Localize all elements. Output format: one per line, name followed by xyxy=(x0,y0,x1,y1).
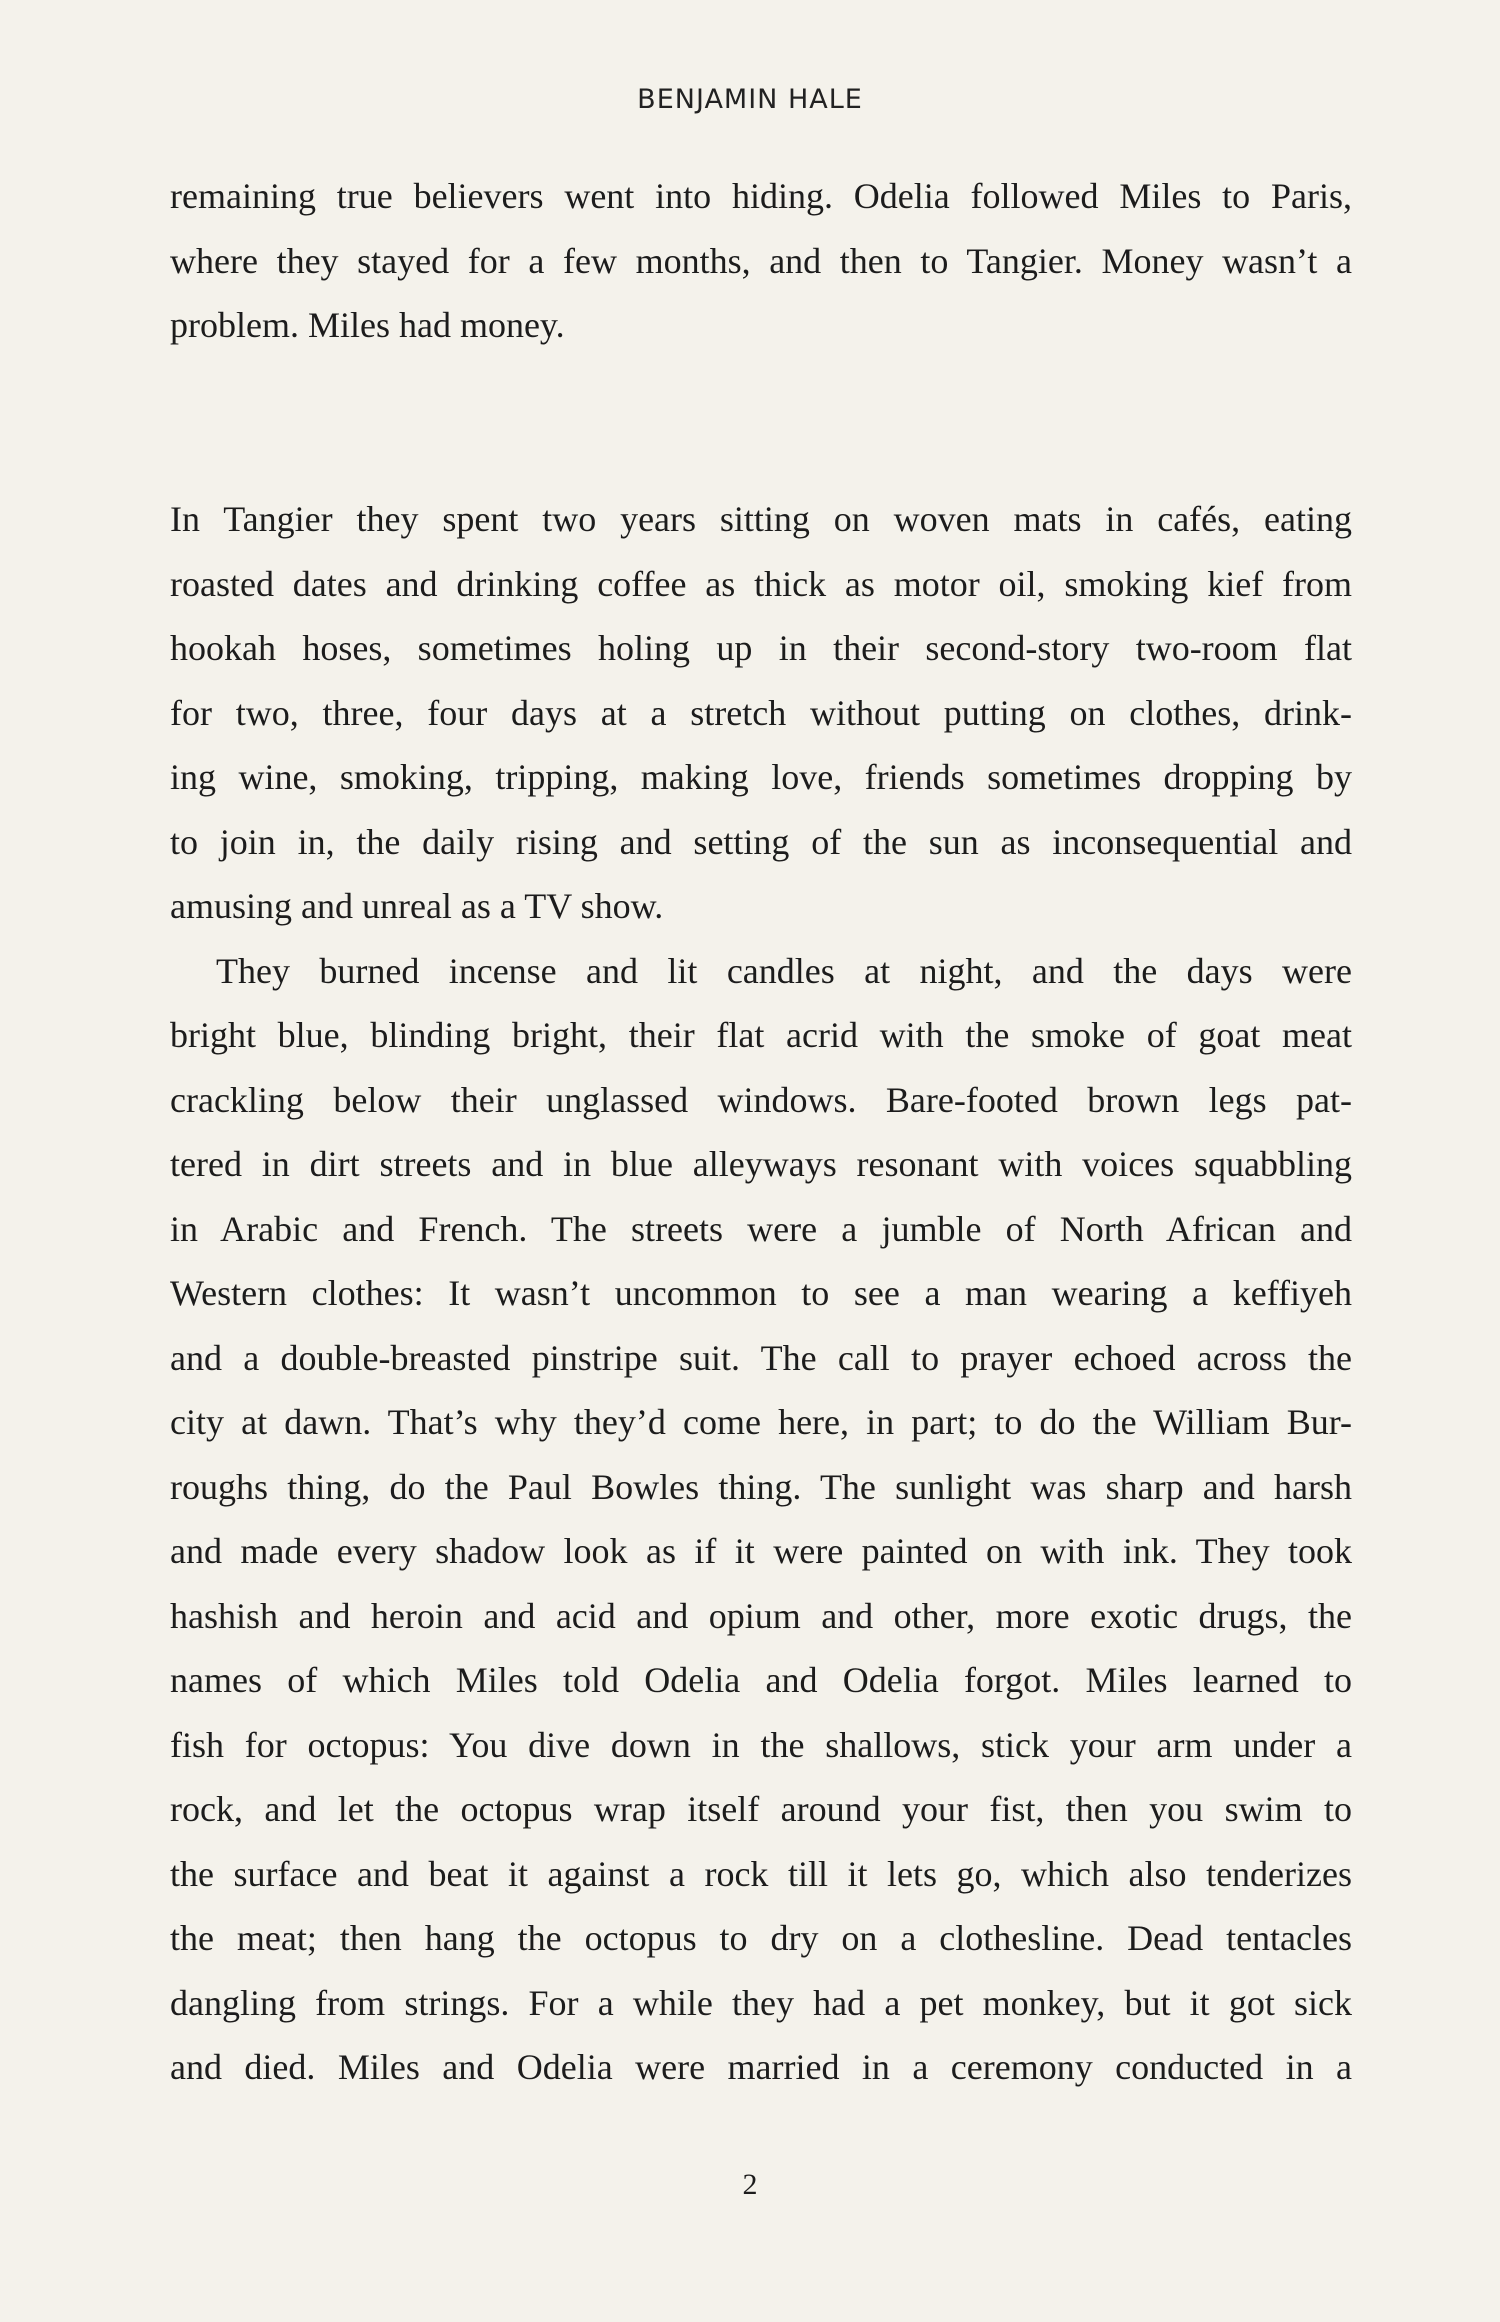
text-line: and made every shadow look as if it were painted on with ink. They took xyxy=(170,1531,1352,1571)
text-line: for two, three, four days at a stretch without putting on clothes, drink- xyxy=(170,692,1352,733)
paragraph-1 xyxy=(170,164,1352,358)
text-line: In Tangier they spent two years sitting on woven mats in cafés, eating xyxy=(170,499,1352,539)
body-text xyxy=(170,487,1352,2100)
text-line: ing wine, smoking, tripping, making love, friends sometimes dropping by xyxy=(170,757,1352,797)
text-line: where they stayed for a few months, and then to Tangier. Money wasn’t a xyxy=(170,240,1352,281)
text-line: bright blue, blinding bright, their flat acrid with the smoke of goat meat xyxy=(170,1015,1352,1055)
text-line: city at dawn. That’s why they’d come here, in part; to do the William Bur- xyxy=(170,1402,1352,1442)
text-line: the surface and beat it against a rock till it lets go, which also tenderizes xyxy=(170,1853,1352,1894)
text-line: They burned incense and lit candles at night, and the days were xyxy=(216,950,1352,991)
text-line: and died. Miles and Odelia were married in a ceremony conducted in a xyxy=(170,2047,1352,2087)
text-line: amusing and unreal as a TV show. xyxy=(170,886,664,926)
text-line: fish for octopus: You dive down in the shallows, stick your arm under a xyxy=(170,1724,1352,1765)
text-line: hashish and heroin and acid and opium and other, more exotic drugs, the xyxy=(170,1595,1352,1636)
text-line: Western clothes: It wasn’t uncommon to see a man wearing a keffiyeh xyxy=(170,1273,1352,1313)
text-line: and a double-breasted pinstripe suit. The call to prayer echoed across the xyxy=(170,1337,1352,1378)
text-line: roughs thing, do the Paul Bowles thing. The sunlight was sharp and harsh xyxy=(170,1466,1352,1507)
text-line: hookah hoses, sometimes holing up in their second-story two-room flat xyxy=(170,628,1352,668)
text-line: dangling from strings. For a while they had a pet monkey, but it got sick xyxy=(170,1982,1352,2023)
running-head: BENJAMIN HALE xyxy=(637,84,863,115)
text-line: rock, and let the octopus wrap itself around your fist, then you swim to xyxy=(170,1789,1352,1829)
text-line: in Arabic and French. The streets were a jumble of North African and xyxy=(170,1208,1352,1249)
text-line: remaining true believers went into hiding. Odelia followed Miles to Paris, xyxy=(170,176,1352,216)
text-line: roasted dates and drinking coffee as thick as motor oil, smoking kief from xyxy=(170,563,1352,604)
text-line: tered in dirt streets and in blue alleyways resonant with voices squabbling xyxy=(170,1144,1352,1184)
paragraph-2 xyxy=(170,487,1352,939)
text-line: to join in, the daily rising and setting of the sun as inconsequential and xyxy=(170,821,1352,862)
text-line: the meat; then hang the octopus to dry on a clothesline. Dead tentacles xyxy=(170,1918,1352,1958)
paragraph-3 xyxy=(170,939,1352,2100)
text-line: names of which Miles told Odelia and Odelia forgot. Miles learned to xyxy=(170,1660,1352,1700)
text-line: problem. Miles had money. xyxy=(170,305,565,345)
page-number: 2 xyxy=(742,2168,758,2201)
text-line: crackling below their unglassed windows. Bare-footed brown legs pat- xyxy=(170,1079,1352,1120)
